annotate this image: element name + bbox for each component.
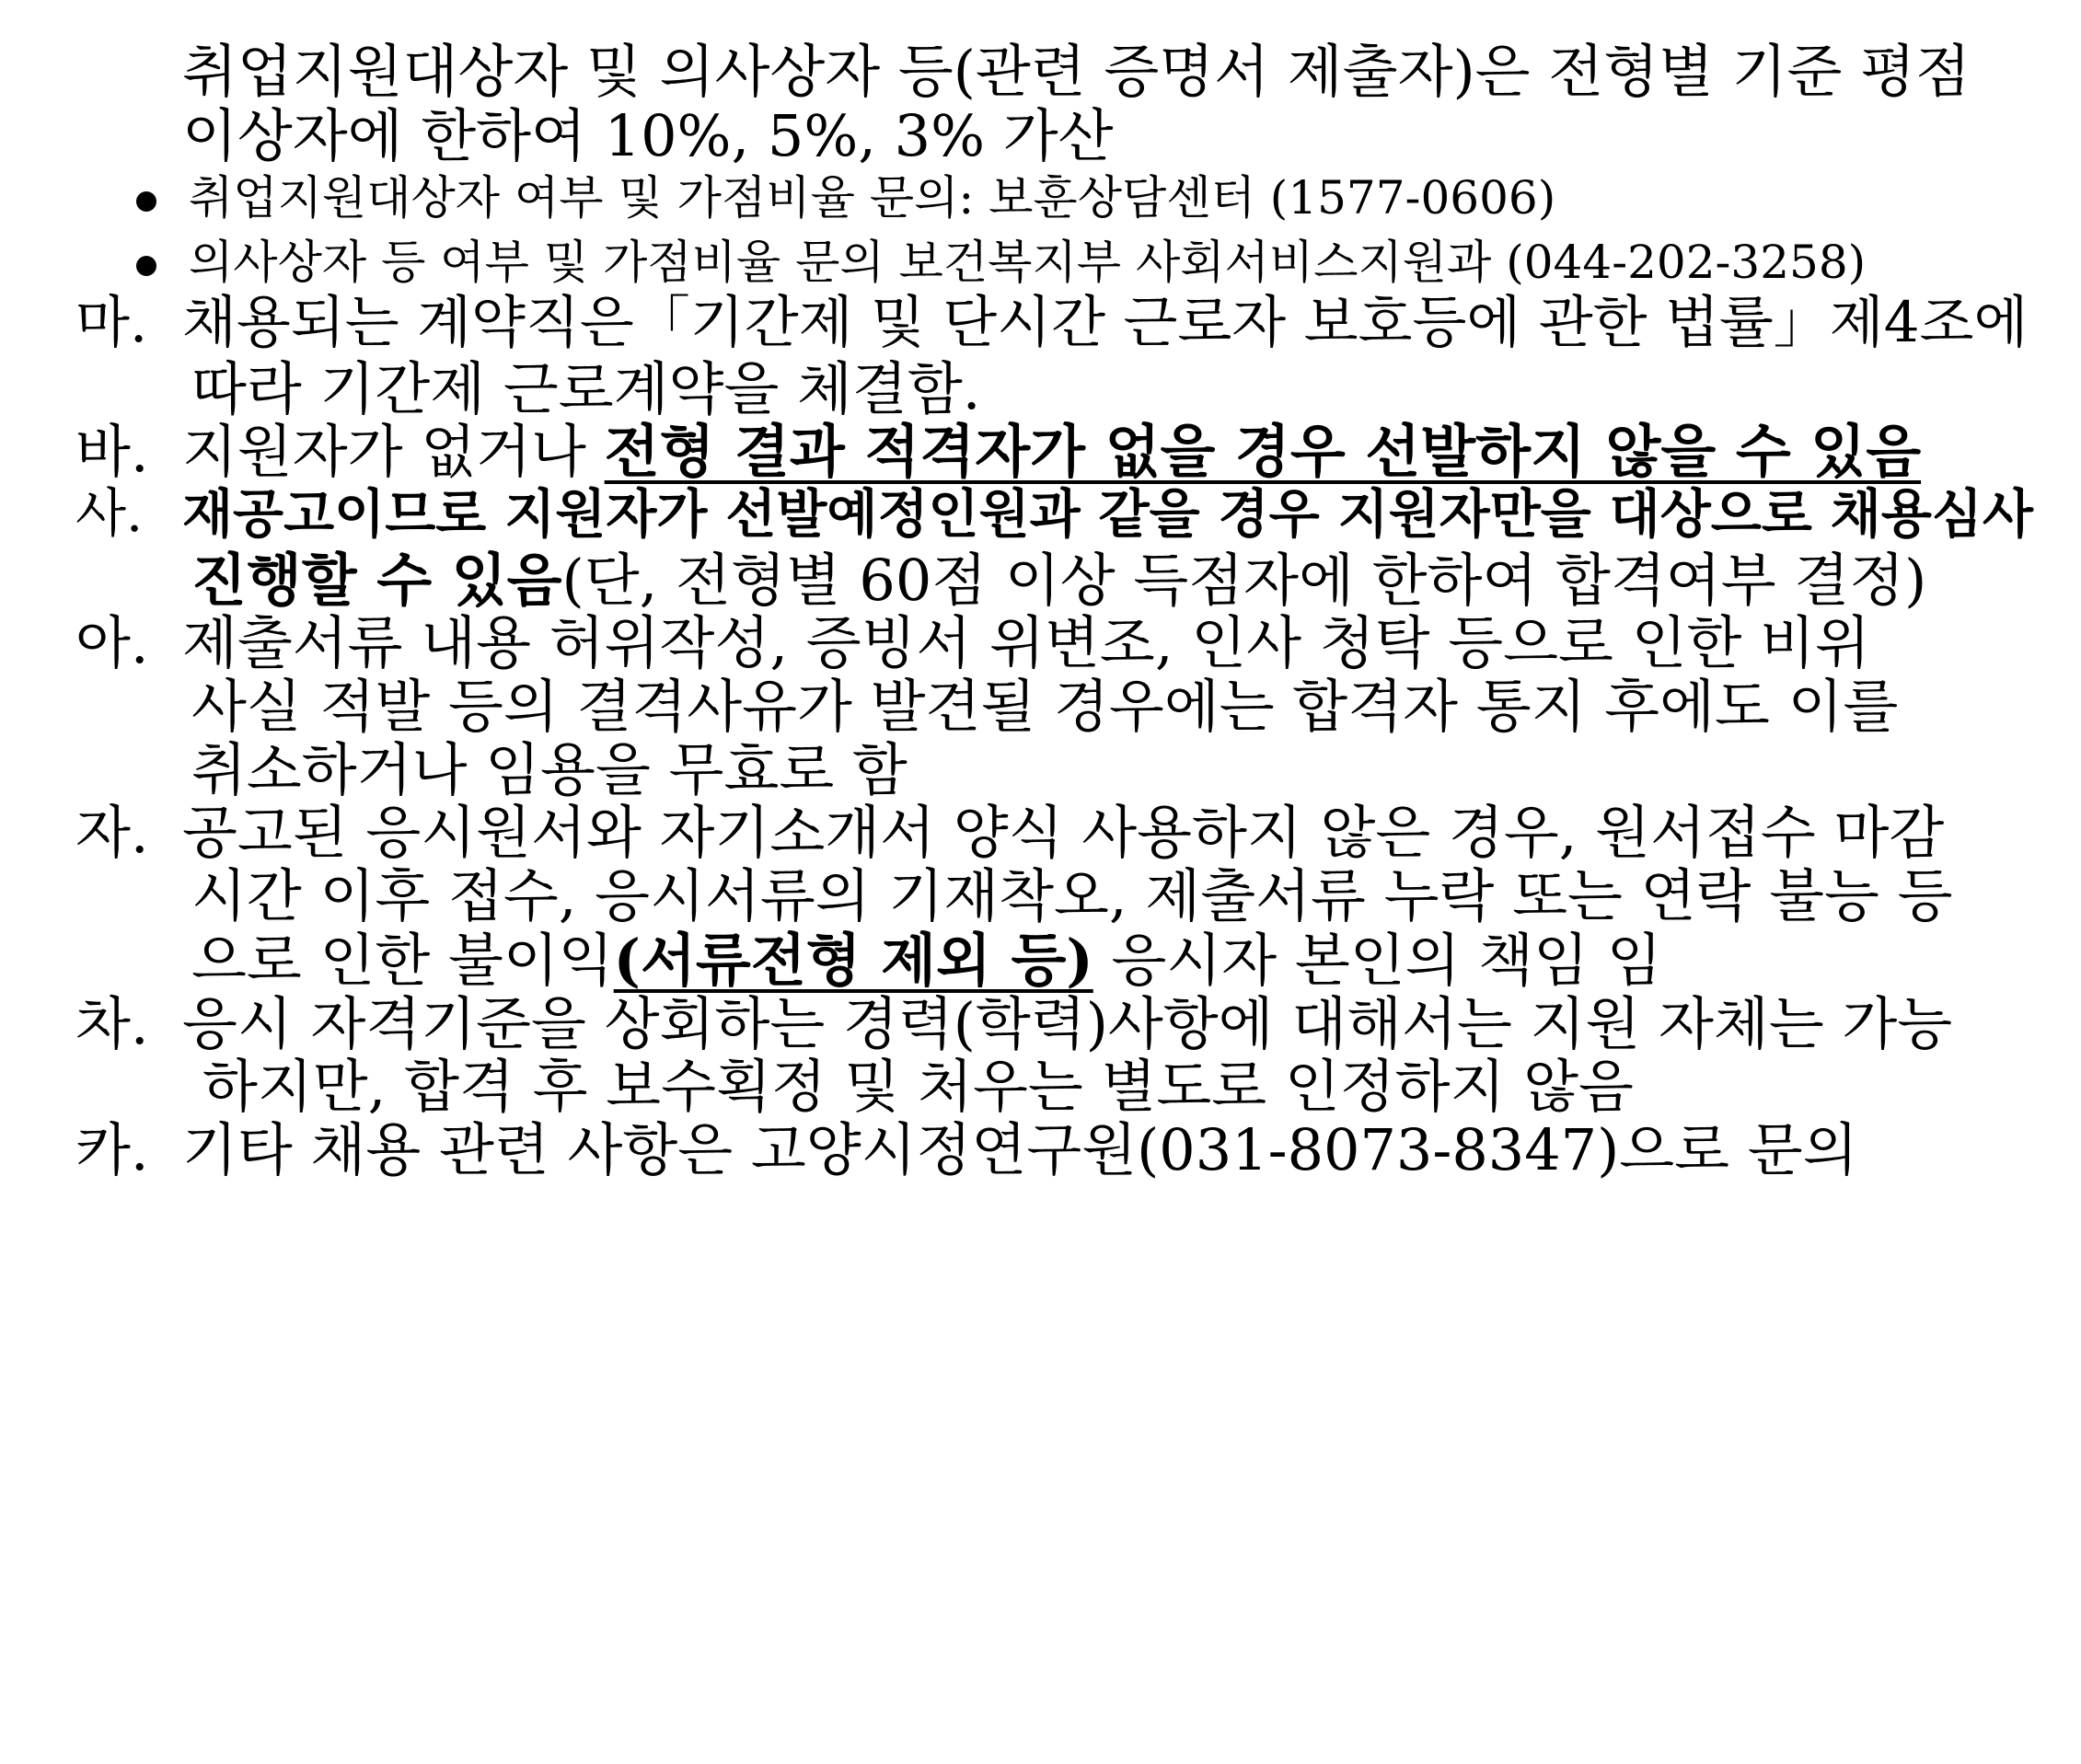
line-text: 따라 기간제 근로계약을 체결함. [191,355,981,422]
line-text-wrap [191,927,1662,994]
item-marker: 바. [75,418,149,485]
bullet-dot-icon [136,256,156,276]
item-marker: 사. [75,483,144,544]
item-marker: 마. [75,290,148,355]
line-text: 으로 인한 불이익 [191,927,614,994]
line-text: 시간 이후 접수, 응시서류의 기재착오, 제출서류 누락 또는 연락 불능 등 [191,862,1953,929]
item-marker: 카. [75,1116,149,1183]
bullet-text: 의사상자 등 여부 및 가점비율 문의 보건복지부 사회서비스지원과 (044-202-3258) [189,236,1867,289]
bullet-text: 취업지원대상자 여부 및 가점비율 문의: 보훈상담센터 (1577-0606) [189,171,1556,225]
line-text: 응시 자격기준을 상회하는 경력(학력)사항에 대해서는 지원 자체는 가능 [182,990,1953,1057]
item-marker: 자. [75,799,149,866]
line-text: 지원자가 없거나 [182,418,605,485]
item-marker: 아. [75,609,149,676]
line-text-wrap [182,418,1922,485]
line-text: 사실 적발 등의 결격사유가 발견될 경우에는 합격자 통지 후에도 이를 [191,673,1899,740]
emphasis-text: 전형 결과 적격자가 없을 경우 선발하지 않을 수 있음 [604,418,1922,485]
line-text: 기타 채용 관련 사항은 고양시정연구원(031-8073-8347)으로 문의 [182,1116,1858,1183]
bullet-dot-icon [136,191,156,212]
line-text: (단, 전형별 60점 이상 득점자에 한하여 합격여부 결정) [561,547,1927,614]
line-text: 하지만, 합격 후 보수획정 및 처우는 별도로 인정하지 않음 [202,1053,1634,1120]
line-text: 응시자 본인의 책임 임 [1093,927,1662,994]
line-text: 채용되는 계약직은「기간제 및 단시간 근로자 보호등에 관한 법률」제4조에 [182,290,2029,355]
line-text: 공고된 응시원서와 자기소개서 양식 사용하지 않은 경우, 원서접수 마감 [182,799,1945,866]
emphasis-text: 재공고이므로 지원자가 선발예정인원과 같을 경우 지원자만을 대상으로 채용심사 [182,483,2034,545]
line-text: 제출서류 내용 허위작성, 증빙서 위변조, 인사 청탁 등으로 인한 비위 [182,609,1870,676]
emphasis-text: 진행할 수 있음 [191,547,562,614]
item-marker: 차. [75,990,149,1057]
line-text-wrap [191,547,1927,614]
emphasis-text: (서류전형 제외 등) [613,927,1093,994]
line-text: 취업지원대상자 및 의사상자 등(관련 증명서 제출자)은 전형별 기준 평점 [182,38,1971,105]
line-text: 취소하거나 임용을 무효로 함 [191,736,908,803]
line-text: 이상자에 한하여 10%, 5%, 3% 가산 [182,102,1114,169]
